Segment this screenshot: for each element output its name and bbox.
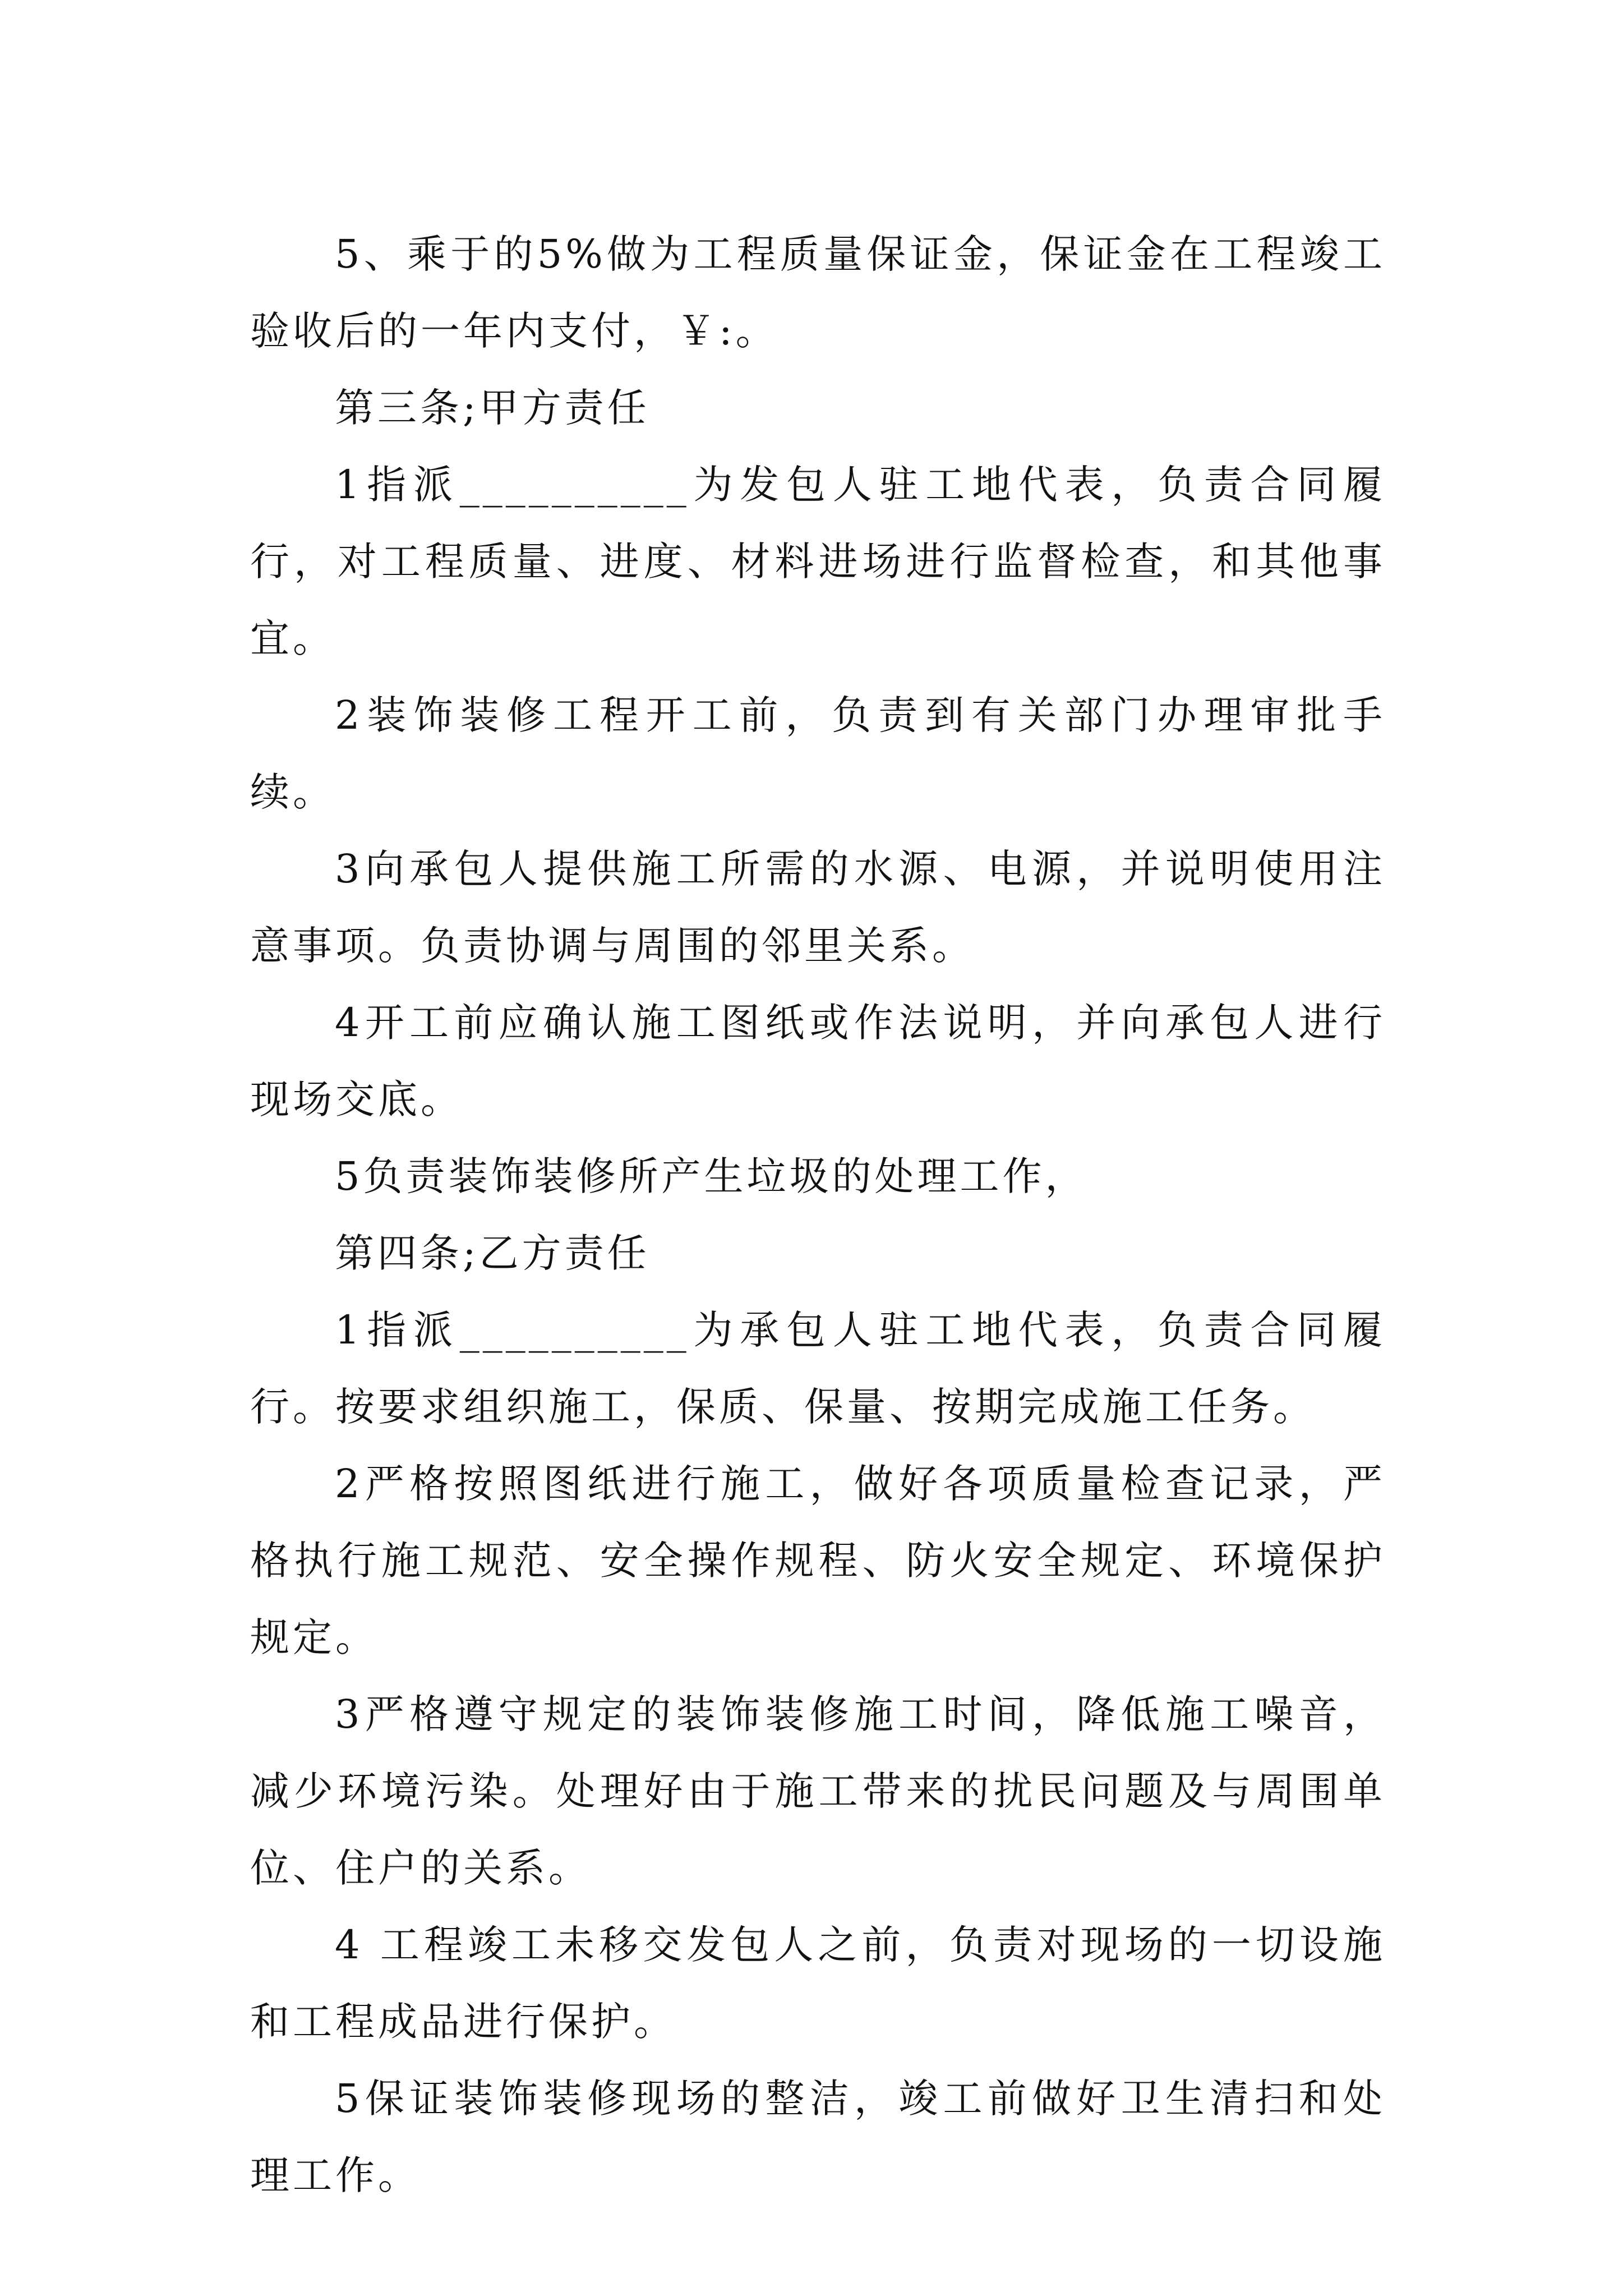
heading-article-3: 第三条;甲方责任 [335,385,650,431]
paragraph-party-b-4: 4 工程竣工未移交发包人之前，负责对现场的一切设施和工程成品进行保护。 [250,1922,1386,2045]
document-body [250,216,1386,2214]
heading-article-4: 第四条;乙方责任 [335,1230,650,1276]
paragraph-party-b-2: 2严格按照图纸进行施工，做好各项质量检查记录，严格执行施工规范、安全操作规程、防火安全规定、环境保护规定。 [250,1461,1386,1660]
paragraph-party-b-1: 1指派__________为承包人驻工地代表，负责合同履行。按要求组织施工，保质、保量、按期完成施工任务。 [250,1307,1386,1430]
paragraph-party-a-5: 5负责装饰装修所产生垃圾的处理工作， [335,1153,1088,1199]
paragraph-party-b-5: 5保证装饰装修现场的整洁，竣工前做好卫生清扫和处理工作。 [250,2076,1386,2198]
paragraph-party-a-4: 4开工前应确认施工图纸或作法说明，并向承包人进行现场交底。 [250,1000,1386,1122]
paragraph-quality-deposit: 5、乘于的5%做为工程质量保证金，保证金在工程竣工验收后的一年内支付，￥:。 [250,231,1386,354]
paragraph-party-a-2: 2装饰装修工程开工前，负责到有关部门办理审批手续。 [250,692,1386,815]
paragraph-party-a-3: 3向承包人提供施工所需的水源、电源，并说明使用注意事项。负责协调与周围的邻里关系。 [250,846,1386,969]
paragraph-party-a-1: 1指派__________为发包人驻工地代表，负责合同履行，对工程质量、进度、材料进场进行监督检查，和其他事宜。 [250,462,1386,661]
paragraph-party-b-3: 3严格遵守规定的装饰装修施工时间，降低施工噪音，减少环境污染。处理好由于施工带来的扰民问题及与周围单位、住户的关系。 [250,1691,1386,1891]
